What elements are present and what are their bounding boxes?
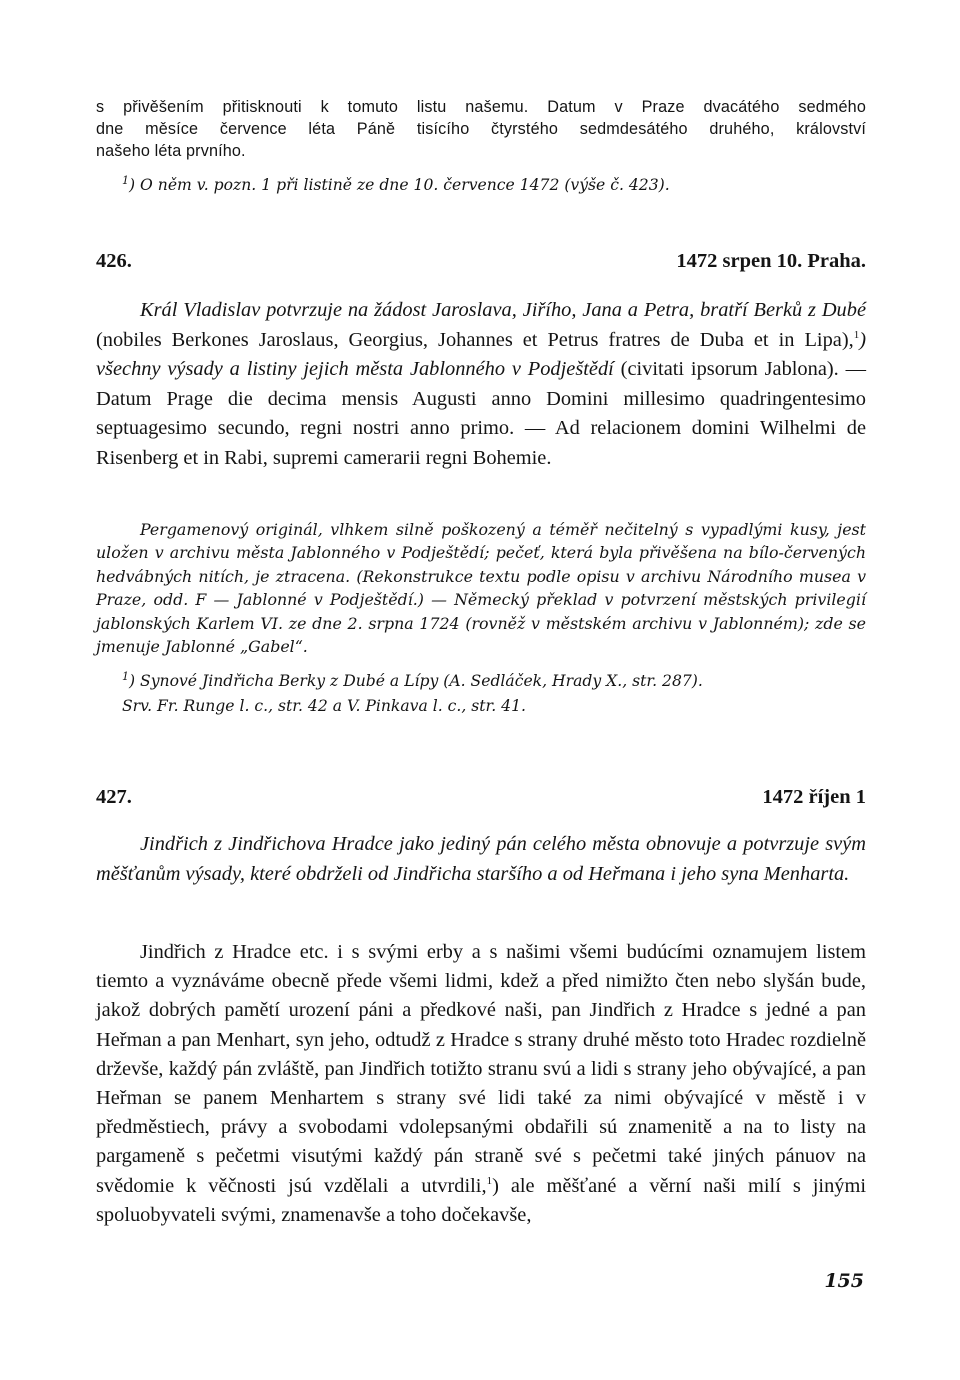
entry-number: 426. <box>96 250 132 272</box>
regest-427 <box>96 830 866 889</box>
footnote-mark: 1 <box>486 1174 493 1187</box>
regest-italic: ) všechny výsady a listiny jejich města Jablonného v Podještědí <box>96 328 866 380</box>
page-number: 155 <box>824 1270 864 1292</box>
body-text: Jindřich z Hradce etc. i s svými erby a s našimi všemi budúcími oznamujem listem tiemto a vyznáváme obecně přede všemi lidmi, kdež a před nimižto čten nebo slyšán bude, jakož dobrých pamětí urození páni a předkové naši, pan Jindřich z Hradce s jedné a pan Heřman a pan Menhart, syn jeho, odtudž z Hradce s strany druhé město toto Hradec rozdielně drževše, každý pán zvláště, pan Jindřich totižto stranu svú a lidi s strany jeho obývajícé, a pan Heřman se panem Menhartem s strany své lidi také za nimi obývajícé v městě i v předměstiech, právy a svobodami vdolepsanými obdařili sú znamenitě a na to listy na pargameně s pečetmi visutými každý pán straně své s pečetmi také jiných pánuov na svědomie k věčnosti jsú vzdělali a utvrdili, <box>96 941 866 1197</box>
entry-heading-426 <box>96 250 866 278</box>
entry-heading-427 <box>96 786 866 814</box>
entry-date: 1472 říjen 1 <box>762 786 866 808</box>
footnotes-426 <box>122 670 862 717</box>
previous-entry-ending <box>96 96 866 162</box>
text-line: dne měsíce července léta Páně tisícího čtyrstého sedmdesátého druhého, království <box>96 120 866 138</box>
text-line: našeho léta prvního. <box>96 142 246 160</box>
text-line: s přivěšením přitisknouti k tomuto listu našemu. Datum v Praze dvacátého sedmého <box>96 98 866 116</box>
charter-text-427 <box>96 938 866 1230</box>
regest-italic: Král Vladislav potvrzuje na žádost Jaroslava, Jiřího, Jana a Petra, bratří Berků z Dubé <box>140 299 866 321</box>
regest-latin: (nobiles Berkones Jaroslaus, Georgius, Johannes et Petrus fratres de Duba et in Lipa), <box>96 328 854 351</box>
footnote-text: Srv. Fr. Runge l. c., str. 42 a V. Pinkava l. c., str. 41. <box>122 697 526 715</box>
regest-text: Jindřich z Jindřichova Hradce jako jediný pán celého města obnovuje a potvrzuje svým měšťanům výsady, které obdrželi od Jindřicha staršího a od Heřmana i jeho syna Menharta. <box>96 833 866 885</box>
regest-latin: (civitati ipsorum Jablona). — Datum Prage die decima mensis Augusti anno Domini millesimo quadringentesimo septuagesimo secundo, regni nostri anno primo. — Ad relacionem domini Wilhelmi de Risenberg et in Rabi, supremi camerarii regni Bohemie. <box>96 358 866 469</box>
footnote <box>122 695 862 717</box>
entry-date: 1472 srpen 10. Praha. <box>676 250 866 272</box>
footnote-mark: 1 <box>853 328 860 341</box>
body-text: ) ale měšťané a věrní naši milí s jinými spoluobyvateli svými, znamenavše a toho dočekavše, <box>96 1174 866 1226</box>
footnote-text: ) O něm v. pozn. 1 při listině ze dne 10. července 1472 (výše č. 423). <box>129 176 670 194</box>
regest-426 <box>96 296 866 473</box>
entry-number: 427. <box>96 786 132 808</box>
footnote <box>122 670 862 692</box>
previous-footnote <box>122 174 862 196</box>
footnote-mark: 1 <box>122 173 129 187</box>
footnote-mark: 1 <box>122 669 129 683</box>
archival-note-426 <box>96 518 866 658</box>
footnote-text: ) Synové Jindřicha Berky z Dubé a Lípy (A. Sedláček, Hrady X., str. 287). <box>129 672 703 690</box>
note-text: Pergamenový originál, vlhkem silně poškozený a téměř nečitelný s vypadlými kusy, jest uložen v archivu města Jablonného v Podještědí; pečeť, která byla přivěšena na bílo-červených hedvábných nitích, je ztracena. (Rekonstrukce textu podle opisu v archivu Národního musea v Praze, odd. F — Jablonné v Podještědí.) — Německý překlad v potvrzení městských privilegií jablonských Karlem VI. ze dne 2. srpna 1724 (rovněž v městském archivu v Jablonném); zde se jmenuje Jablonné „Gabel“. <box>96 520 866 657</box>
